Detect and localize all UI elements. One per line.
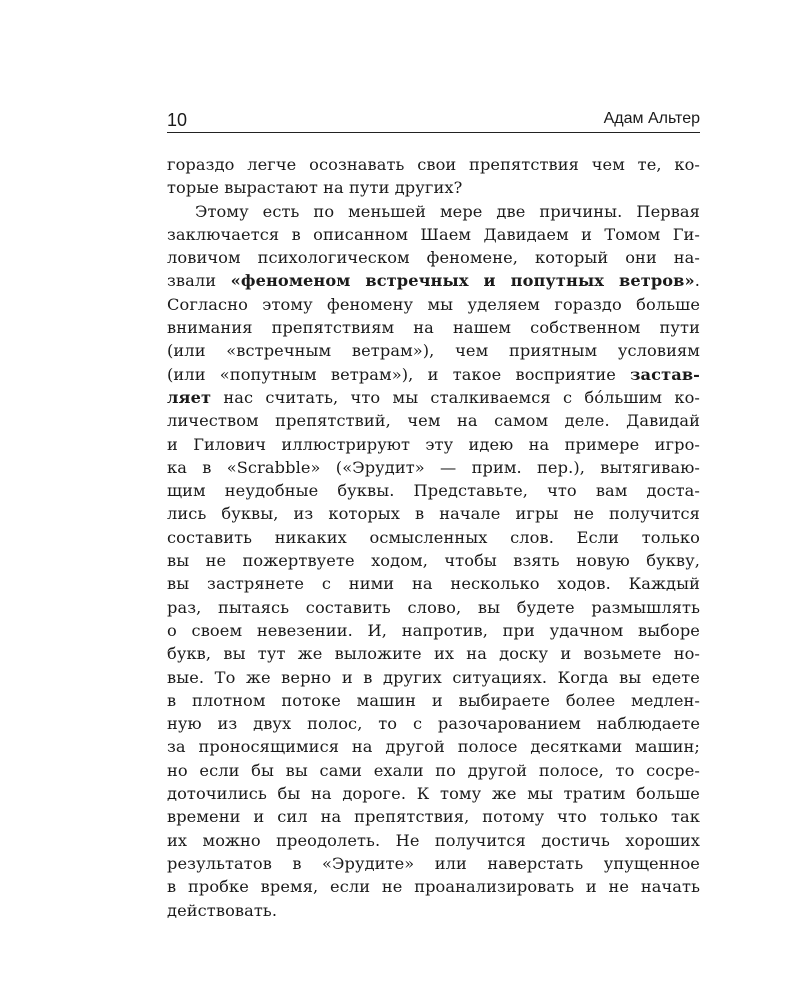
text-line: за проносящимися на другой полосе десятками машин; [167, 737, 700, 757]
text-line: заключается в описанном Шаем Давидаем и Томом Ги- [167, 224, 700, 244]
text-line: щим неудобные буквы. Представьте, что вам доста- [167, 481, 700, 501]
text-fragment: нас считать, что мы сталкиваемся с бо́льшим ко- [211, 387, 700, 407]
text-line [167, 363, 700, 386]
text-line: ловичом психологическом феномене, который они на- [167, 248, 700, 268]
running-head-author: Адам Альтер [603, 110, 700, 127]
text-line: о своем невезении. И, напротив, при удачном выборе [167, 620, 700, 640]
bold-term: ляет [167, 387, 212, 407]
text-line: и Гилович иллюстрируют эту идею на примере игро- [167, 434, 700, 454]
text-line: вы не пожертвуете ходом, чтобы взять новую букву, [167, 551, 700, 571]
text-line [167, 386, 700, 409]
bold-term: застав- [630, 364, 700, 384]
text-line: внимания препятствиям на нашем собственном пути [167, 318, 700, 338]
page-header [167, 108, 700, 132]
text-line: действовать. [167, 900, 278, 920]
text-line: торые вырастают на пути других? [167, 178, 463, 198]
page-number: 10 [167, 110, 188, 130]
text-line: лись буквы, из которых в начале игры не получится [167, 504, 700, 524]
text-line: но если бы вы сами ехали по другой полосе, то сосре- [167, 760, 700, 780]
text-line: вы застрянете с ними на несколько ходов. Каждый [167, 574, 700, 594]
text-line: времени и сил на препятствия, потому что только так [167, 807, 700, 827]
text-line: личеством препятствий, чем на самом деле. Давидай [167, 411, 700, 431]
text-line: букв, вы тут же выложите их на доску и возьмете но- [167, 644, 700, 664]
text-line: в плотном потоке машин и выбираете более медлен- [167, 690, 700, 710]
text-line: результатов в «Эрудите» или наверстать упущенное [167, 853, 700, 873]
text-line: ную из двух полос, то с разочарованием наблюдаете [167, 714, 700, 734]
text-line: их можно преодолеть. Не получится достичь хороших [167, 830, 700, 850]
header-rule [167, 132, 700, 133]
text-fragment: (или «попутным ветрам»), и такое восприятие [167, 364, 631, 384]
text-line: в пробке время, если не проанализировать и не начать [167, 877, 700, 897]
text-line: составить никаких осмысленных слов. Если только [167, 527, 700, 547]
text-line: вые. То же верно и в других ситуациях. Когда вы едете [167, 667, 700, 687]
text-line: (или «встречным ветрам»), чем приятным условиям [167, 341, 700, 361]
text-line: ка в «Scrabble» («Эрудит» — прим. пер.), вытягиваю- [167, 457, 700, 477]
text-line: гораздо легче осознавать свои препятствия чем те, ко- [167, 155, 700, 174]
paragraph-start-line: Этому есть по меньшей мере две причины. Первая [195, 201, 700, 221]
text-line: раз, пытаясь составить слово, вы будете размышлять [167, 597, 700, 617]
text-line: доточились бы на дороге. К тому же мы тратим больше [167, 784, 700, 804]
bold-term: «феноменом встречных и попутных ветров» [230, 271, 695, 291]
body-text [167, 153, 700, 922]
text-line [167, 269, 700, 292]
text-fragment: . [694, 271, 701, 291]
text-fragment: звали [167, 271, 231, 291]
text-line: Согласно этому феномену мы уделяем гораздо больше [167, 294, 700, 314]
